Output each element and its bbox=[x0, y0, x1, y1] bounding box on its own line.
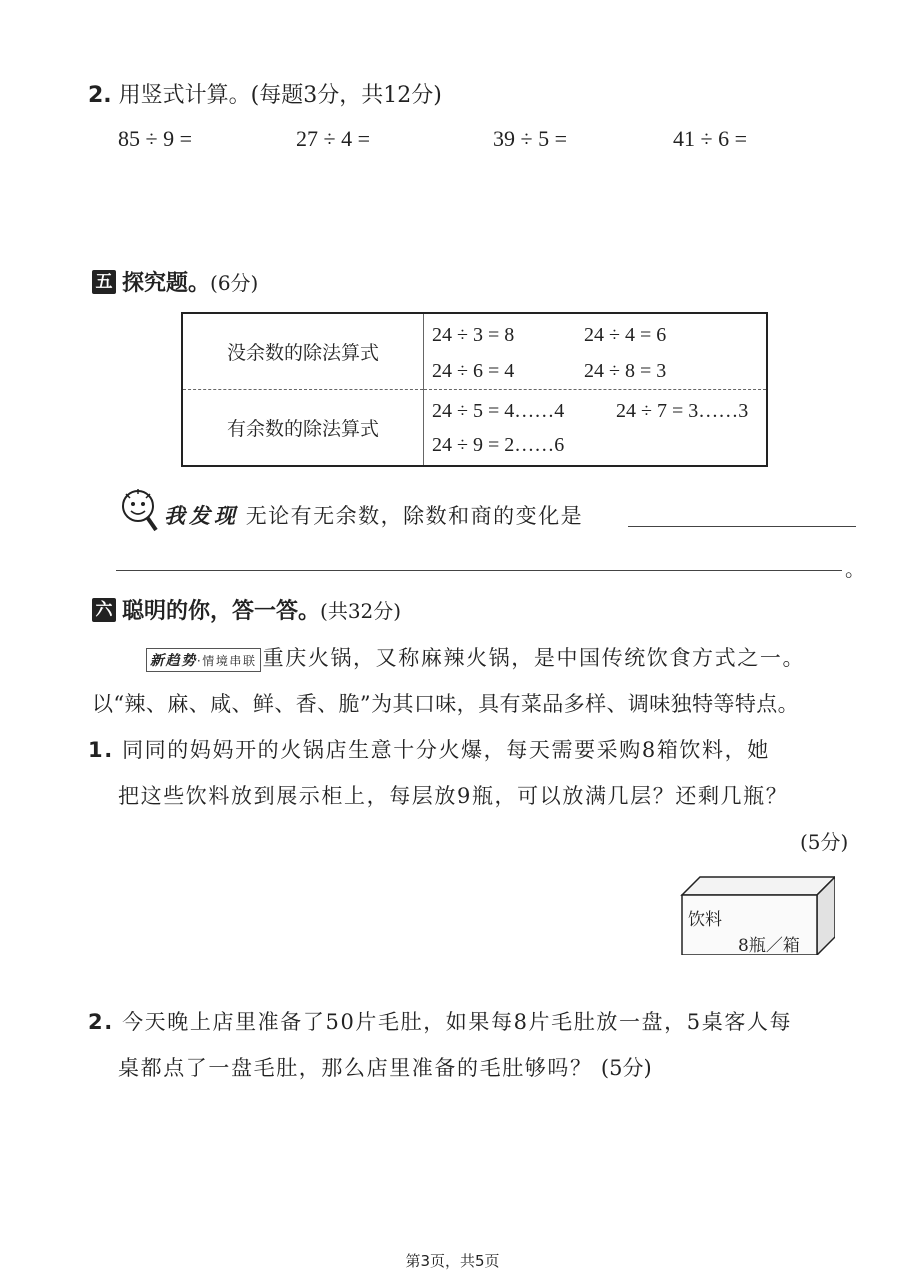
section6-heading bbox=[92, 594, 401, 625]
row2-label: 有余数的除法算式 bbox=[182, 390, 424, 467]
table-row bbox=[182, 390, 767, 467]
row1-eq4: 24 ÷ 8 = 3 bbox=[584, 360, 667, 382]
q6-1-text-1: 同同的妈妈开的火锅店生意十分火爆，每天需要采购8箱饮料，她 bbox=[122, 738, 770, 762]
q6-1-line-2: 把这些饮料放到展示柜上，每层放9瓶，可以放满几层？还剩几瓶？ bbox=[118, 784, 789, 808]
row2-cell bbox=[424, 390, 768, 467]
equation-4: 41 ÷ 6 = bbox=[673, 126, 747, 151]
tag-rest: ·情境串联 bbox=[196, 653, 257, 668]
end-mark: 。 bbox=[845, 557, 865, 581]
table-row bbox=[182, 313, 767, 390]
discover-line bbox=[164, 500, 583, 530]
row1-eq2: 24 ÷ 4 = 6 bbox=[584, 324, 667, 346]
intro-text-1: 重庆火锅，又称麻辣火锅，是中国传统饮食方式之一。 bbox=[262, 646, 806, 670]
q6-2-line-2 bbox=[118, 1052, 652, 1082]
row2-eq1: 24 ÷ 5 = 4……4 bbox=[432, 400, 565, 422]
discover-text: 无论有无余数，除数和商的变化是 bbox=[245, 504, 584, 528]
q2-title: 用竖式计算。(每题3分，共12分) bbox=[118, 83, 442, 108]
section6-title: 聪明的你，答一答。 bbox=[122, 599, 321, 624]
section5-score: (6分) bbox=[210, 271, 259, 295]
magnifier-mascot-icon bbox=[116, 486, 164, 534]
q6-2-line-1 bbox=[88, 1006, 792, 1036]
box-label: 饮料 bbox=[688, 910, 722, 930]
intro-line-1 bbox=[146, 642, 805, 672]
tag-bold: 新趋势 bbox=[150, 652, 197, 669]
answer-blank-2[interactable] bbox=[116, 570, 842, 571]
q6-1-score: (5分) bbox=[800, 830, 849, 854]
section5-title: 探究题。 bbox=[122, 271, 211, 296]
discover-label: 我发现 bbox=[164, 504, 239, 528]
section5-heading bbox=[92, 266, 258, 297]
row2-eq2: 24 ÷ 7 = 3……3 bbox=[616, 400, 749, 422]
section5-badge: 五 bbox=[92, 270, 116, 294]
q6-2-score: (5分) bbox=[600, 1056, 652, 1080]
q6-2-number: 2. bbox=[88, 1010, 114, 1034]
context-tag bbox=[146, 648, 261, 672]
intro-line-2: 以“辣、麻、咸、鲜、香、脆”为其口味，具有菜品多样、调味独特等特点。 bbox=[92, 692, 800, 716]
q6-1-line-1 bbox=[88, 734, 770, 764]
equation-2: 27 ÷ 4 = bbox=[296, 126, 370, 151]
equation-3: 39 ÷ 5 = bbox=[493, 126, 567, 151]
row1-label: 没余数的除法算式 bbox=[182, 313, 424, 390]
drink-box bbox=[680, 875, 835, 955]
row1-cell bbox=[424, 313, 768, 390]
page-footer: 第3页，共5页 bbox=[405, 1252, 500, 1270]
section6-score: (共32分) bbox=[320, 599, 402, 623]
section6-badge: 六 bbox=[92, 598, 116, 622]
q6-2-text-1: 今天晚上店里准备了50片毛肚，如果每8片毛肚放一盘，5桌客人每 bbox=[122, 1010, 793, 1034]
q6-2-text-2: 桌都点了一盘毛肚，那么店里准备的毛肚够吗？ bbox=[118, 1056, 593, 1080]
q2-number: 2. bbox=[88, 83, 112, 108]
q2-heading bbox=[88, 78, 442, 109]
equation-1: 85 ÷ 9 = bbox=[118, 126, 192, 151]
q6-1-number: 1. bbox=[88, 738, 114, 762]
row1-eq3: 24 ÷ 6 = 4 bbox=[432, 360, 515, 382]
row1-eq1: 24 ÷ 3 = 8 bbox=[432, 324, 515, 346]
box-qty: 8瓶／箱 bbox=[738, 936, 800, 956]
row2-eq3: 24 ÷ 9 = 2……6 bbox=[432, 434, 565, 456]
answer-blank-1[interactable] bbox=[628, 526, 856, 527]
division-table bbox=[181, 312, 768, 467]
